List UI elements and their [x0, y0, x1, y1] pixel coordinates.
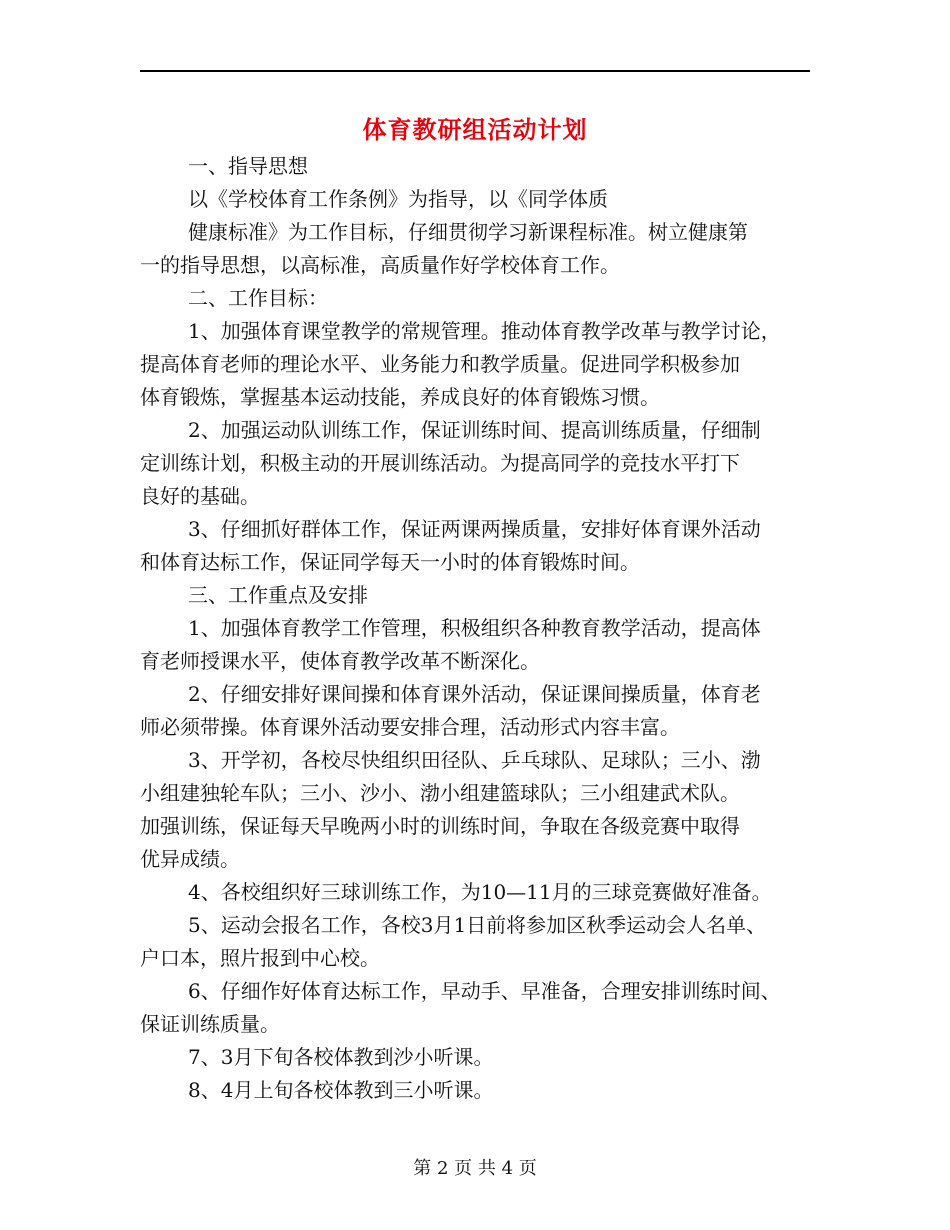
- paragraph-line: 优异成绩。: [140, 847, 240, 871]
- paragraph-line: 育老师授课水平，使体育教学改革不断深化。: [140, 649, 540, 673]
- paragraph-line: 4、各校组织好三球训练工作，为10—11月的三球竞赛做好准备。: [188, 880, 772, 904]
- paragraph-line: 和体育达标工作，保证同学每天一小时的体育锻炼时间。: [140, 550, 640, 574]
- paragraph-line: 5、运动会报名工作，各校3月1日前将参加区秋季运动会人名单、: [188, 913, 767, 937]
- paragraph-line: 提高体育老师的理论水平、业务能力和教学质量。促进同学积极参加: [140, 352, 740, 376]
- paragraph-line: 6、仔细作好体育达标工作，早动手、早准备，合理安排训练时间、: [188, 979, 781, 1003]
- paragraph-line: 3、仔细抓好群体工作，保证两课两操质量，安排好体育课外活动: [188, 517, 761, 541]
- paragraph-line: 1、加强体育课堂教学的常规管理。推动体育教学改革与教学讨论，: [188, 319, 781, 343]
- paragraph-line: 7、3月下旬各校体教到沙小听课。: [188, 1045, 494, 1069]
- paragraph-line: 户口本，照片报到中心校。: [140, 946, 380, 970]
- paragraph-line: 加强训练，保证每天早晚两小时的训练时间，争取在各级竞赛中取得: [140, 814, 740, 838]
- section-heading-1: 一、指导思想: [188, 154, 308, 178]
- document-title: 体育教研组活动计划: [362, 115, 588, 144]
- paragraph-line: 小组建独轮车队；三小、沙小、渤小组建篮球队；三小组建武术队。: [140, 781, 740, 805]
- paragraph-line: 定训练计划，积极主动的开展训练活动。为提高同学的竞技水平打下: [140, 451, 740, 475]
- paragraph-line: 3、开学初，各校尽快组织田径队、乒乓球队、足球队；三小、渤: [188, 748, 761, 772]
- paragraph-line: 保证训练质量。: [140, 1012, 280, 1036]
- header-rule: [140, 70, 810, 72]
- paragraph-line: 2、加强运动队训练工作，保证训练时间、提高训练质量，仔细制: [188, 418, 761, 442]
- paragraph-line: 师必须带操。体育课外活动要安排合理，活动形式内容丰富。: [140, 715, 680, 739]
- paragraph-line: 8、4月上旬各校体教到三小听课。: [188, 1078, 494, 1102]
- page-number-footer: 第 2 页 共 4 页: [413, 1158, 537, 1179]
- paragraph-line: 2、仔细安排好课间操和体育课外活动，保证课间操质量，体育老: [188, 682, 761, 706]
- paragraph-line: 1、加强体育教学工作管理，积极组织各种教育教学活动，提高体: [188, 616, 761, 640]
- paragraph-line: 一的指导思想，以高标准，高质量作好学校体育工作。: [140, 253, 620, 277]
- section-heading-2: 二、工作目标：: [188, 286, 328, 310]
- paragraph-line: 良好的基础。: [140, 484, 260, 508]
- paragraph-line: 体育锻炼，掌握基本运动技能，养成良好的体育锻炼习惯。: [140, 385, 660, 409]
- section-heading-3: 三、工作重点及安排: [188, 583, 368, 607]
- paragraph-line: 健康标准》为工作目标，仔细贯彻学习新课程标准。树立健康第: [188, 220, 748, 244]
- paragraph-line: 以《学校体育工作条例》为指导，以《同学体质: [188, 187, 608, 211]
